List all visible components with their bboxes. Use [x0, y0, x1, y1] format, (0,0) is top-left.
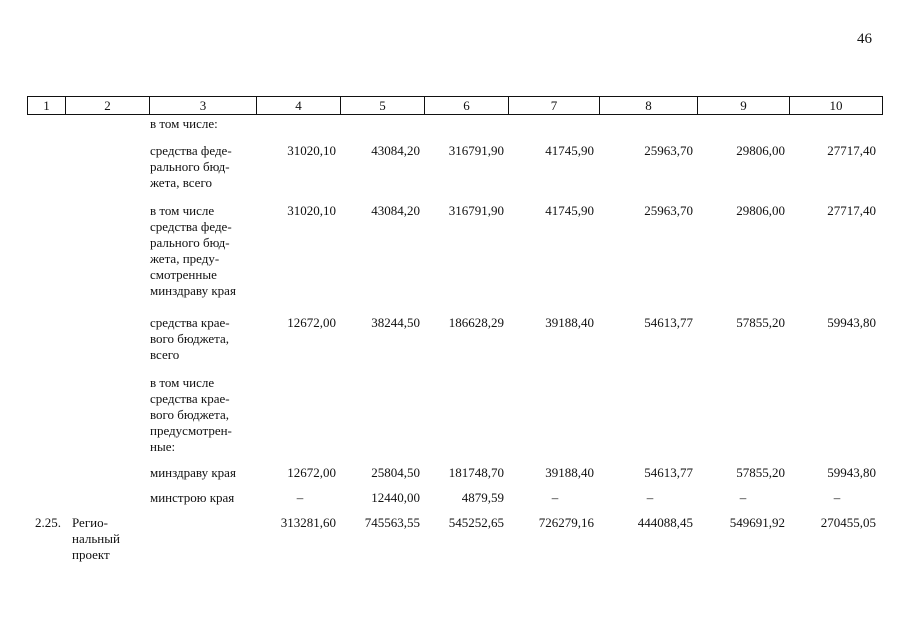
cell-col5: 43084,20: [371, 143, 420, 158]
header-cell: 6: [425, 97, 509, 115]
cell-col10: 27717,40: [827, 143, 876, 158]
header-cell: 9: [698, 97, 790, 115]
cell-col4: 12672,00: [287, 315, 336, 330]
cell-col7: 39188,40: [545, 315, 594, 330]
cell-col6: 181748,70: [448, 465, 504, 480]
description-line: средства феде-: [150, 219, 232, 234]
cell-col7: 39188,40: [545, 465, 594, 480]
row-description: [150, 375, 257, 455]
cell-col6: 4879,59: [461, 490, 504, 505]
description-line: вого бюджета,: [150, 407, 230, 422]
header-cell: 1: [28, 97, 66, 115]
row-description: [150, 116, 257, 132]
cell-col8: 54613,77: [644, 465, 693, 480]
description-line: в том числе: [150, 203, 215, 218]
description-line: смотренные: [150, 267, 217, 282]
row-description: [150, 490, 257, 506]
cell-col5: 25804,50: [371, 465, 420, 480]
cell-col9: –: [739, 490, 747, 505]
cell-col9: 29806,00: [736, 203, 785, 218]
cell-col7: 41745,90: [545, 203, 594, 218]
header-cell: 10: [790, 97, 883, 115]
row-description: [150, 143, 257, 191]
cell-col4: 31020,10: [287, 143, 336, 158]
cell-col9: 29806,00: [736, 143, 785, 158]
cell-col8: 25963,70: [644, 203, 693, 218]
description-line: предусмотрен-: [150, 423, 232, 438]
title-line: нальный: [72, 531, 120, 546]
header-cell: 3: [150, 97, 257, 115]
description-line: ные:: [150, 439, 176, 454]
description-line: минздраву края: [150, 465, 236, 480]
page-number: 46: [857, 31, 872, 47]
cell-col9: 549691,92: [729, 515, 785, 530]
title-line: Регио-: [72, 515, 108, 530]
cell-col6: 316791,90: [448, 203, 504, 218]
cell-col10: –: [833, 490, 841, 505]
cell-col7: 726279,16: [538, 515, 594, 530]
row-number: 2.25.: [35, 515, 61, 530]
cell-col9: 57855,20: [736, 315, 785, 330]
description-line: минстрою края: [150, 490, 235, 505]
description-line: средства феде-: [150, 143, 232, 158]
description-line: минздраву края: [150, 283, 236, 298]
description-line: жета, всего: [150, 175, 212, 190]
description-line: вого бюджета,: [150, 331, 230, 346]
cell-col5: 43084,20: [371, 203, 420, 218]
cell-col5: 38244,50: [371, 315, 420, 330]
cell-col4: 313281,60: [280, 515, 336, 530]
cell-col7: –: [551, 490, 559, 505]
cell-col8: 25963,70: [644, 143, 693, 158]
cell-col4: 12672,00: [287, 465, 336, 480]
title-line: проект: [72, 547, 110, 562]
row-description: [150, 465, 257, 481]
cell-col10: 59943,80: [827, 465, 876, 480]
description-line: средства крае-: [150, 315, 230, 330]
description-line: средства крае-: [150, 391, 230, 406]
description-line: в том числе:: [150, 116, 218, 131]
row-description: [150, 315, 257, 363]
description-line: всего: [150, 347, 180, 362]
header-cell: 4: [257, 97, 341, 115]
cell-col8: 444088,45: [637, 515, 693, 530]
cell-col6: 186628,29: [448, 315, 504, 330]
cell-col7: 41745,90: [545, 143, 594, 158]
cell-col4: 31020,10: [287, 203, 336, 218]
cell-col6: 545252,65: [448, 515, 504, 530]
header-cell: 5: [341, 97, 425, 115]
cell-col6: 316791,90: [448, 143, 504, 158]
description-line: жета, преду-: [150, 251, 220, 266]
description-line: в том числе: [150, 375, 215, 390]
cell-col10: 27717,40: [827, 203, 876, 218]
cell-col10: 270455,05: [820, 515, 876, 530]
row-title: [72, 515, 132, 563]
header-cell: 7: [509, 97, 600, 115]
cell-col5: 12440,00: [371, 490, 420, 505]
cell-col10: 59943,80: [827, 315, 876, 330]
row-description: [150, 203, 257, 299]
cell-col8: –: [646, 490, 654, 505]
column-number-header: [27, 96, 883, 115]
header-cell: 2: [66, 97, 150, 115]
description-line: рального бюд-: [150, 235, 230, 250]
cell-col8: 54613,77: [644, 315, 693, 330]
cell-col4: –: [296, 490, 304, 505]
cell-col9: 57855,20: [736, 465, 785, 480]
description-line: рального бюд-: [150, 159, 230, 174]
header-cell: 8: [600, 97, 698, 115]
cell-col5: 745563,55: [364, 515, 420, 530]
